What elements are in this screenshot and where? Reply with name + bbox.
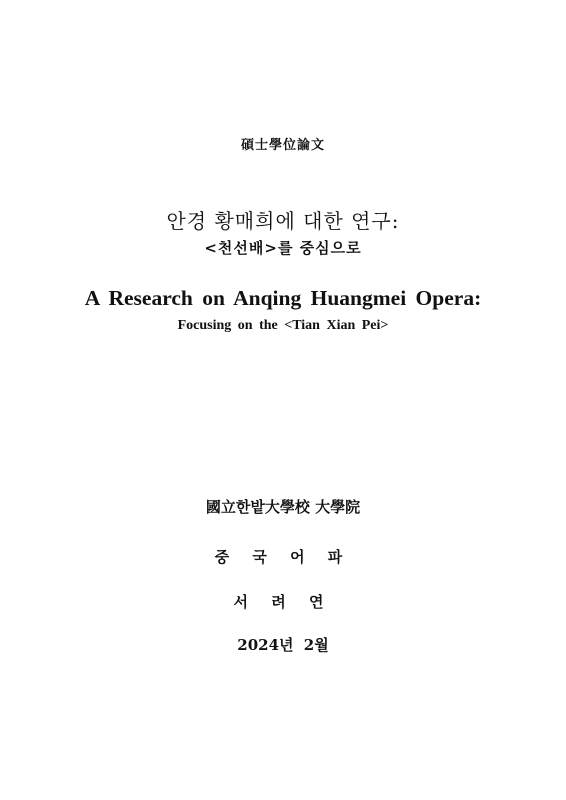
korean-subtitle: <천선배>를 중심으로 [204, 239, 362, 257]
submission-date: 2024년 2월 [237, 636, 329, 654]
author-name: 서 려 연 [233, 593, 333, 611]
korean-title: 안경 황매희에 대한 연구: [166, 209, 400, 233]
department-name: 중 국 어 파 [214, 548, 352, 566]
english-subtitle: Focusing on the <Tian Xian Pei> [177, 318, 389, 333]
degree-label: 碩士學位論文 [240, 138, 325, 153]
university-name: 國立한밭大學校 大學院 [205, 498, 361, 516]
english-title: A Research on Anqing Huangmei Opera: [84, 286, 482, 310]
